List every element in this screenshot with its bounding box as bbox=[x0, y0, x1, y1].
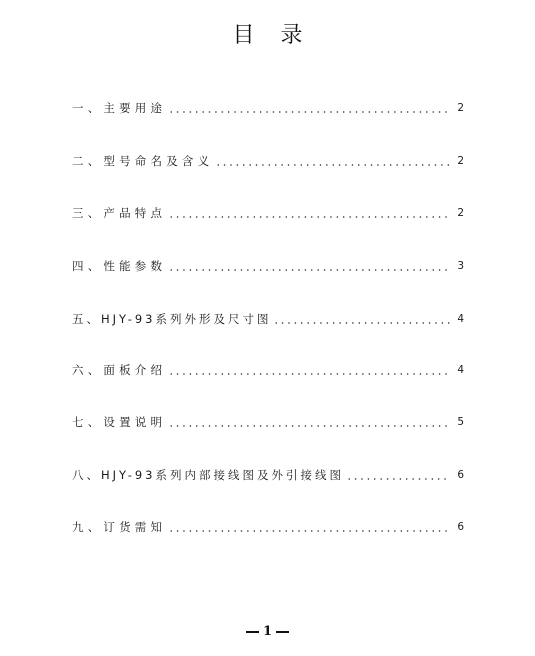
toc-entry-label: 七、设置说明 bbox=[72, 415, 167, 429]
toc-dot-leader bbox=[215, 164, 450, 166]
footer-left-dash bbox=[246, 631, 259, 633]
page-title: 目录 bbox=[232, 23, 329, 48]
toc-entry-label: 八、HJY-93系列内部接线图及外引接线图 bbox=[72, 468, 344, 482]
toc-dot-leader bbox=[168, 530, 450, 532]
toc-entry-label: 五、HJY-93系列外形及尺寸图 bbox=[72, 312, 272, 326]
toc-entry-page: 3 bbox=[457, 260, 464, 272]
toc-dot-leader bbox=[168, 111, 450, 113]
toc-entry-page: 4 bbox=[457, 364, 464, 376]
toc-entry-page: 6 bbox=[457, 521, 464, 533]
footer-right-dash bbox=[276, 631, 289, 633]
toc-entry-label: 四、性能参数 bbox=[72, 259, 167, 273]
toc-entry[interactable] bbox=[72, 202, 464, 220]
toc-entry[interactable] bbox=[72, 97, 464, 115]
toc-dot-leader bbox=[273, 322, 450, 324]
toc-entry-page: 5 bbox=[457, 416, 464, 428]
toc-entry[interactable] bbox=[72, 150, 464, 168]
toc-entry[interactable] bbox=[72, 255, 464, 273]
toc-entry[interactable] bbox=[72, 308, 464, 326]
toc-entry-page: 2 bbox=[457, 207, 464, 219]
footer-page-number: 1 bbox=[262, 624, 273, 639]
toc-entry-label: 九、订货需知 bbox=[72, 520, 167, 534]
toc-entry[interactable] bbox=[72, 516, 464, 534]
toc-entry[interactable] bbox=[72, 411, 464, 429]
toc-dot-leader bbox=[168, 216, 450, 218]
toc-entry-page: 2 bbox=[457, 102, 464, 114]
toc-entry[interactable] bbox=[72, 359, 464, 377]
toc-dot-leader bbox=[346, 478, 450, 480]
page-footer-number bbox=[0, 624, 535, 639]
toc-dot-leader bbox=[168, 425, 450, 427]
toc-entry-page: 4 bbox=[457, 313, 464, 325]
toc-entry-label: 三、产品特点 bbox=[72, 206, 167, 220]
toc-dot-leader bbox=[168, 373, 450, 375]
toc-entry[interactable] bbox=[72, 464, 464, 482]
toc-entry-page: 2 bbox=[457, 155, 464, 167]
toc-entry-label: 二、型号命名及含义 bbox=[72, 154, 214, 168]
toc-entry-label: 六、面板介绍 bbox=[72, 363, 167, 377]
toc-entry-page: 6 bbox=[457, 469, 464, 481]
toc-dot-leader bbox=[168, 269, 450, 271]
toc-entry-label: 一、主要用途 bbox=[72, 101, 167, 115]
